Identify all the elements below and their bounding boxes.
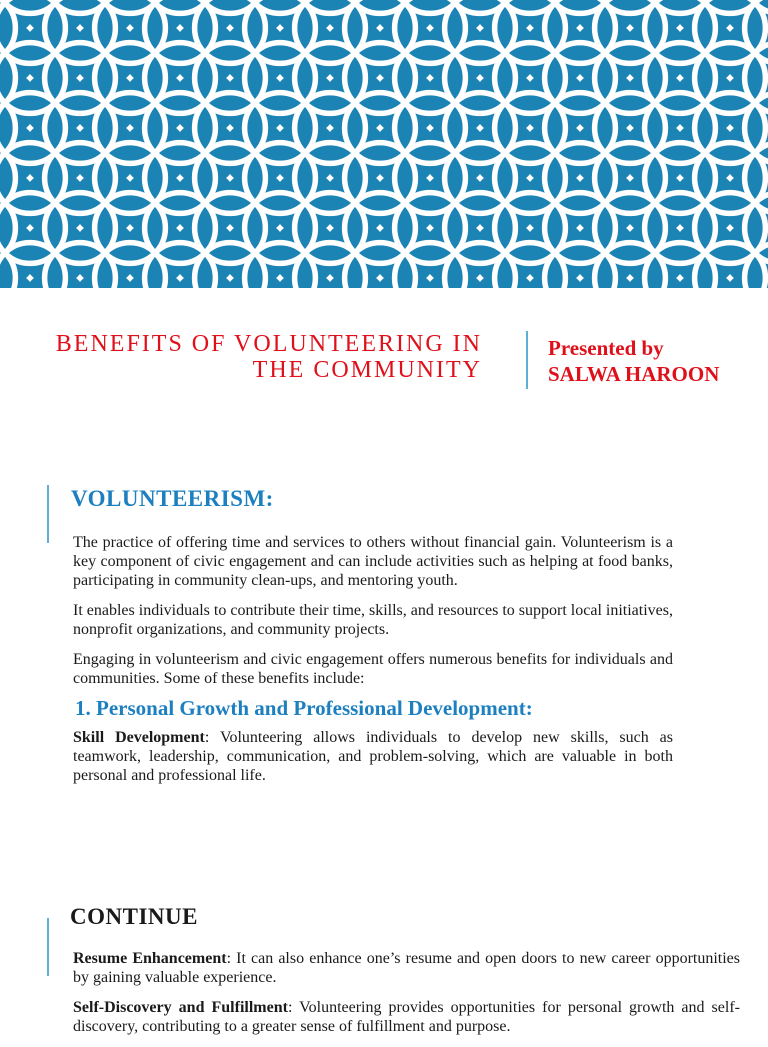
title-divider [526,331,528,389]
section-divider [47,918,49,976]
title-line-2: THE COMMUNITY [252,357,482,383]
presentation-title [10,331,482,383]
benefit-item [73,998,740,1036]
presenter-info [548,335,719,387]
benefit-text: : Volunteering provides opportunities for personal growth and self-discovery, contributing to a greater sense of fulfillment and purpose. [73,999,740,1035]
presenter-name: SALWA HAROON [548,362,720,386]
section-heading-continue: CONTINUE [70,904,198,929]
paragraph: Engaging in volunteerism and civic engagement offers numerous benefits for individuals and communities. Some of these benefits include: [73,651,673,687]
benefit-term: Self-Discovery and Fulfillment [73,999,288,1016]
paragraph: It enables individuals to contribute their time, skills, and resources to support local initiatives, nonprofit organizations, and community projects. [73,602,673,638]
benefit-term: Resume Enhancement [73,950,227,967]
volunteerism-body [73,533,673,796]
benefit-text: : It can also enhance one’s resume and open doors to new career opportunities by gaining valuable experience. [73,950,741,986]
section-heading-volunteerism: VOLUNTEERISM: [71,486,274,511]
benefit-item [73,949,740,987]
benefit-text: : Volunteering allows individuals to develop new skills, such as teamwork, leadership, communication, and problem-solving, which are valuable in both personal and professional life. [73,729,674,784]
subheading-personal-growth: 1. Personal Growth and Professional Development: [75,696,533,720]
section-divider [47,485,49,543]
title-line-1: BENEFITS OF VOLUNTEERING IN [55,331,482,357]
paragraph: The practice of offering time and services to others without financial gain. Volunteerism is a key component of civic engagement and can include activities such as helping at food banks, participating in community clean-ups, and mentoring youth. [73,534,673,589]
presenter-label: Presented by [548,336,664,360]
continue-body [73,949,740,1047]
benefit-term: Skill Development [73,729,205,746]
decorative-circle-pattern-banner [0,0,768,288]
benefit-item [73,728,673,785]
